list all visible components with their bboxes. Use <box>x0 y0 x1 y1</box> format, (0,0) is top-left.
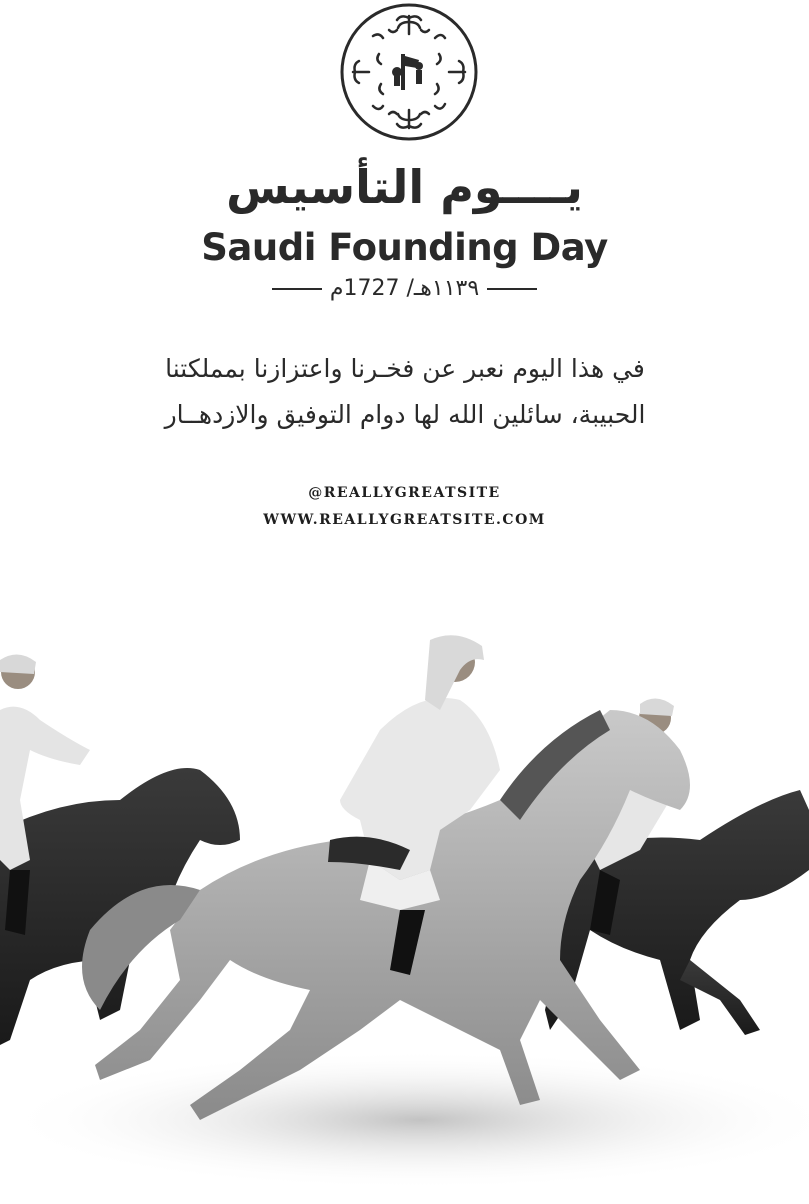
date-rule-left <box>272 288 322 290</box>
saudi-founding-day-emblem-icon <box>339 2 479 142</box>
greeting-message <box>110 346 700 438</box>
message-line-1: في هذا اليوم نعبر عن فخـرنا واعتزازنا بمملكتنا <box>165 354 645 383</box>
date-line <box>0 276 809 301</box>
contact-block <box>0 480 809 534</box>
message-line-2: الحبيبة، سائلين الله لها دوام التوفيق والازدهــار <box>164 400 646 429</box>
social-handle-link[interactable]: @REALLYGREATSITE <box>308 485 501 501</box>
english-title: Saudi Founding Day <box>201 226 608 269</box>
arabic-title: يــــوم التأسيس <box>226 160 583 214</box>
founding-day-emblem <box>339 2 479 142</box>
date-text: ١١٣٩هـ/ 1727م <box>329 276 480 301</box>
date-rule-right <box>487 288 537 290</box>
website-link[interactable]: WWW.REALLYGREATSITE.COM <box>263 512 546 528</box>
horse-riders-illustration <box>0 600 809 1200</box>
horse-riders-photo <box>0 600 809 1200</box>
